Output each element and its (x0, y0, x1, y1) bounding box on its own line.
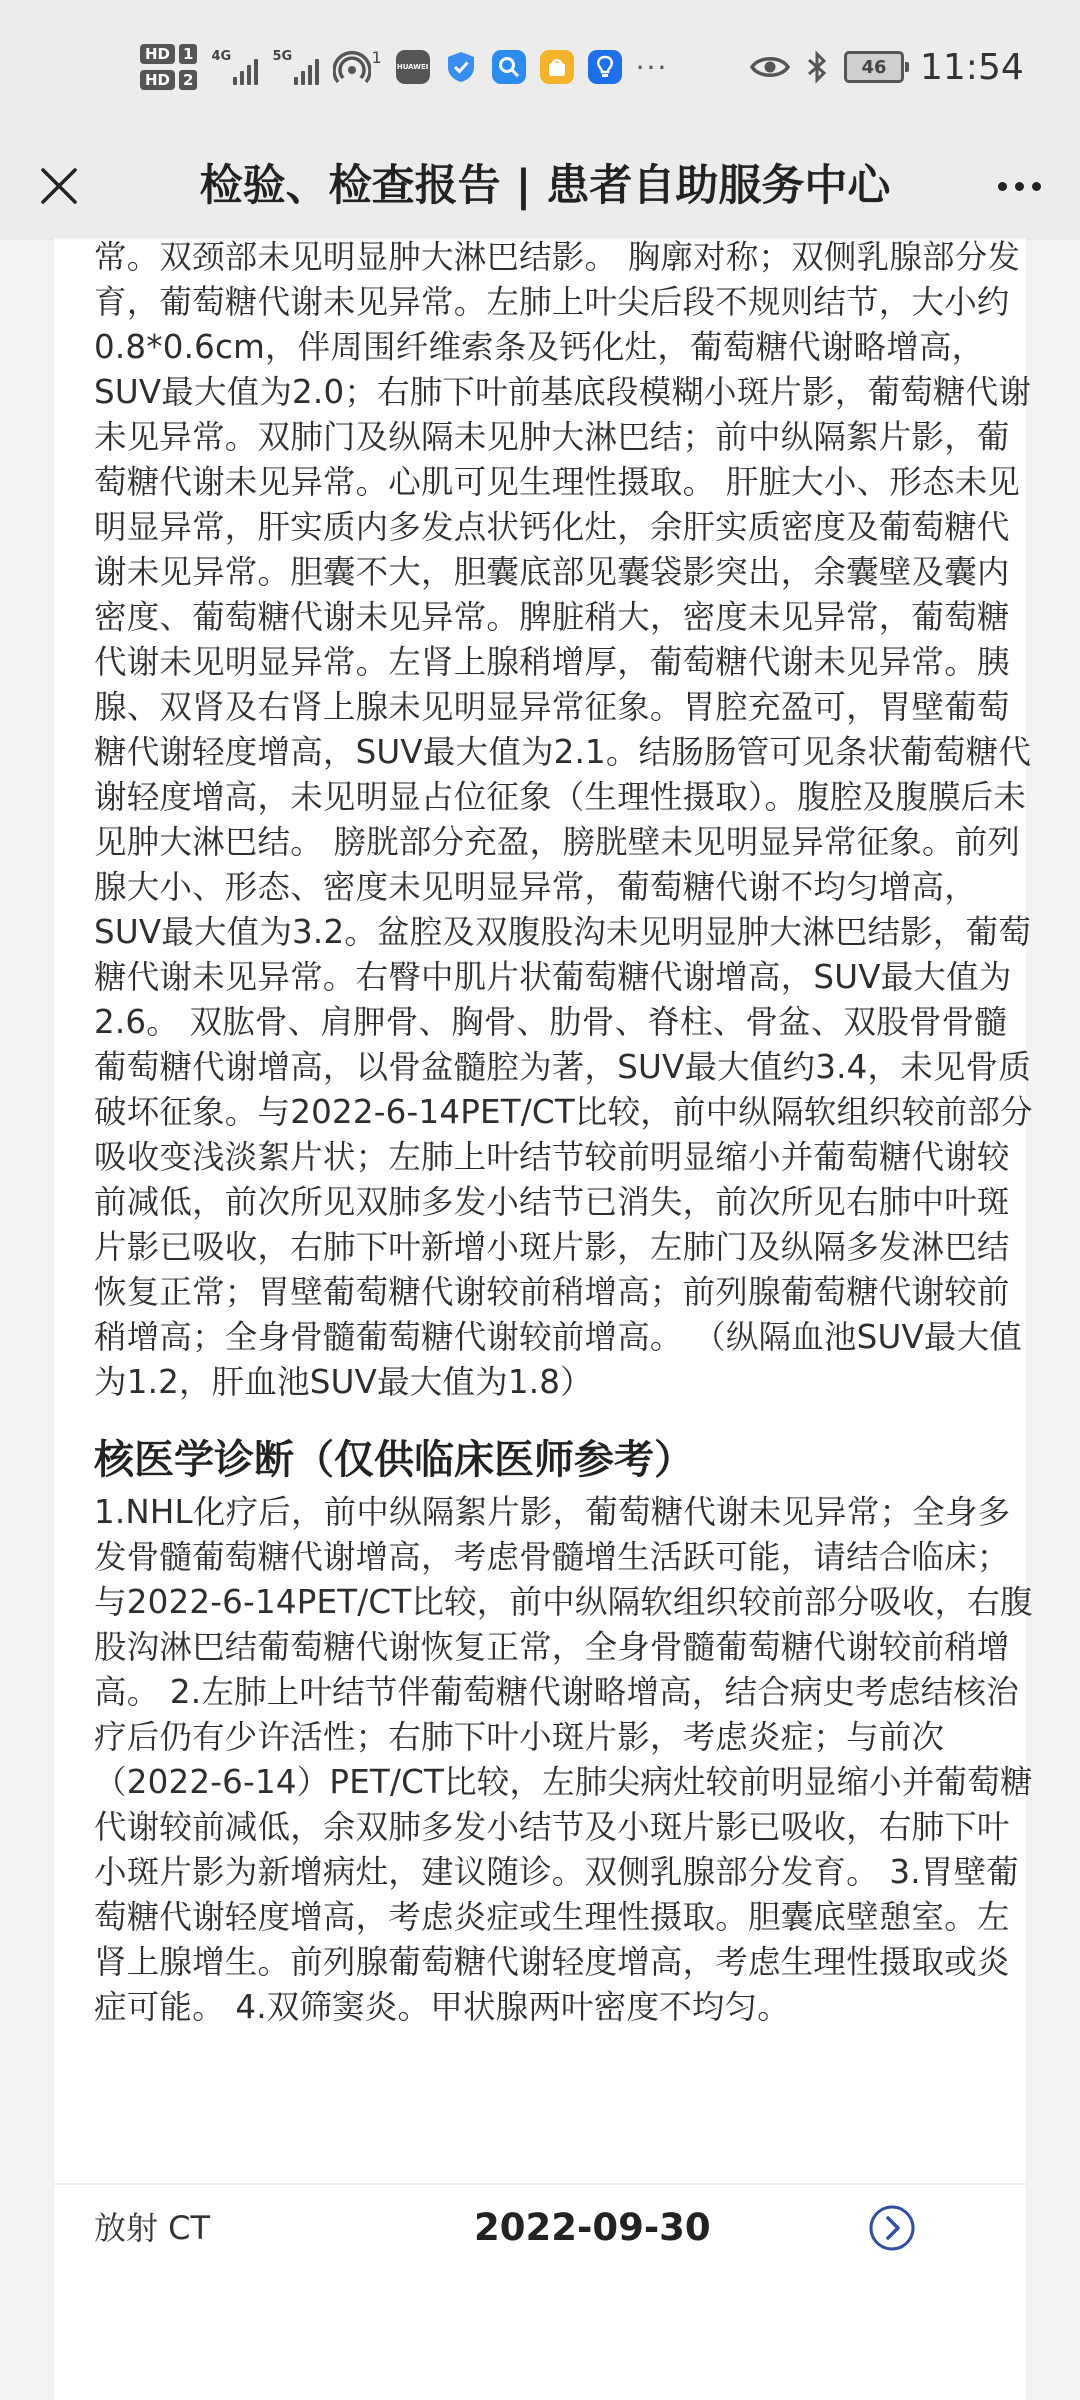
status-clock: 11:54 (920, 46, 1024, 88)
more-dot-icon (1015, 182, 1024, 191)
sim-1-indicator (140, 44, 197, 64)
report-date: 2022-09-30 (474, 2206, 711, 2249)
hd-voice-label: HD (140, 44, 175, 64)
close-icon (39, 166, 79, 206)
close-button[interactable] (28, 155, 90, 217)
huawei-label: HUAWEI (396, 63, 429, 71)
hotspot-icon (333, 48, 381, 86)
signal-5g-icon (272, 49, 319, 85)
status-indicators-left (140, 32, 668, 102)
sim-indicators (140, 44, 197, 90)
chevron-right-icon[interactable] (868, 2204, 916, 2252)
more-notifications-icon: ··· (635, 50, 669, 84)
eye-comfort-icon (750, 54, 790, 80)
page-title: 检验、检查报告 | 患者自助服务中心 (199, 161, 891, 211)
battery-icon: 46 (844, 51, 904, 83)
shopping-app-icon (540, 50, 574, 84)
more-dot-icon (1032, 182, 1041, 191)
report-findings-text: 常。双颈部未见明显肿大淋巴结影。 胸廓对称；双侧乳腺部分发育，葡萄糖代谢未见异常。左肺上叶尖后段不规则结节，大小约0.8*0.6cm，伴周围纤维索条及钙化灶，葡萄糖代谢略增高，SUV最大值为2.0；右肺下叶前基底段模糊小斑片影，葡萄糖代谢未见异常。双肺门及纵隔未见肿大淋巴结；前中纵隔絮片影，葡萄糖代谢未见异常。心肌可见生理性摄取。 肝脏大小、形态未见明显异常，肝实质内多发点状钙化灶，余肝实质密度及葡萄糖代谢未见异常。胆囊不大，胆囊底部见囊袋影突出，余囊壁及囊内密度、葡萄糖代谢未见异常。脾脏稍大，密度未见异常，葡萄糖代谢未见明显异常。左肾上腺稍增厚，葡萄糖代谢未见异常。胰腺、双肾及右肾上腺未见明显异常征象。胃腔充盈可，胃壁葡萄糖代谢轻度增高，SUV最大值为2.1。结肠肠管可见条状葡萄糖代谢轻度增高，未见明显占位征象（生理性摄取）。腹腔及腹膜后未见肿大淋巴结。 膀胱部分充盈，膀胱壁未见明显异常征象。前列腺大小、形态、密度未见明显异常，葡萄糖代谢不均匀增高，SUV最大值为3.2。盆腔及双腹股沟未见明显肿大淋巴结影，葡萄糖代谢未见异常。右臀中肌片状葡萄糖代谢增高，SUV最大值为2.6。 双肱骨、肩胛骨、胸骨、肋骨、脊柱、骨盆、双股骨骨髓葡萄糖代谢增高，以骨盆髓腔为著，SUV最大值约3.4，未见骨质破坏征象。与2022-6-14PET/CT比较，前中纵隔软组织较前部分吸收变浅淡絮片状；左肺上叶结节较前明显缩小并葡萄糖代谢较前减低，前次所见双肺多发小结节已消失，前次所见右肺中叶斑片影已吸收，右肺下叶新增小斑片影，左肺门及纵隔多发淋巴结恢复正常；胃壁葡萄糖代谢较前稍增高；前列腺葡萄糖代谢较前稍增高；全身骨髓葡萄糖代谢较前增高。 （纵隔血池SUV最大值为1.2，肝血池SUV最大值为1.8） (94, 238, 1033, 1401)
search-app-icon (492, 50, 526, 84)
network-type-label: 5G (272, 49, 293, 64)
lightbulb-app-icon (588, 50, 622, 84)
diagnosis-heading: 核医学诊断（仅供临床医师参考） (94, 1437, 694, 1483)
navigation-bar (0, 135, 1080, 238)
more-dot-icon (998, 182, 1007, 191)
hotspot-count: 1 (371, 48, 382, 67)
huawei-app-icon (396, 50, 430, 84)
report-card (54, 238, 1033, 2400)
bluetooth-icon (806, 50, 828, 84)
report-type-label: 放射 CT (94, 2209, 211, 2247)
sim-index: 2 (179, 70, 197, 90)
diagnosis-text: 1.NHL化疗后，前中纵隔絮片影，葡萄糖代谢未见异常；全身多发骨髓葡萄糖代谢增高，考虑骨髓增生活跃可能，请结合临床；与2022-6-14PET/CT比较，前中纵隔软组织较前部分吸收，右腹股沟淋巴结葡萄糖代谢恢复正常，全身骨髓葡萄糖代谢较前稍增高。 2.左肺上叶结节伴葡萄糖代谢略增高，结合病史考虑结核治疗后仍有少许活性；右肺下叶小斑片影，考虑炎症；与前次（2022-6-14）PET/CT比较，左肺尖病灶较前明显缩小并葡萄糖代谢较前减低，余双肺多发小结节及小斑片影已吸收，右肺下叶小斑片影为新增病灶，建议随诊。双侧乳腺部分发育。 3.胃壁葡萄糖代谢轻度增高，考虑炎症或生理性摄取。胆囊底壁憩室。左肾上腺增生。前列腺葡萄糖代谢轻度增高，考虑生理性摄取或炎症可能。 4.双筛窦炎。甲状腺两叶密度不均匀。 (94, 1493, 1033, 2026)
status-indicators-right (750, 32, 1080, 102)
content-scroll-area[interactable] (0, 238, 1080, 2400)
sim-2-indicator (140, 70, 197, 90)
status-bar (0, 0, 1080, 135)
more-options-button[interactable] (988, 155, 1050, 217)
signal-4g-icon (211, 49, 258, 85)
hd-voice-label: HD (140, 70, 175, 90)
sim-index: 1 (179, 44, 197, 64)
report-list-item[interactable] (54, 2185, 1026, 2271)
network-type-label: 4G (211, 49, 232, 64)
shield-icon (444, 50, 478, 84)
